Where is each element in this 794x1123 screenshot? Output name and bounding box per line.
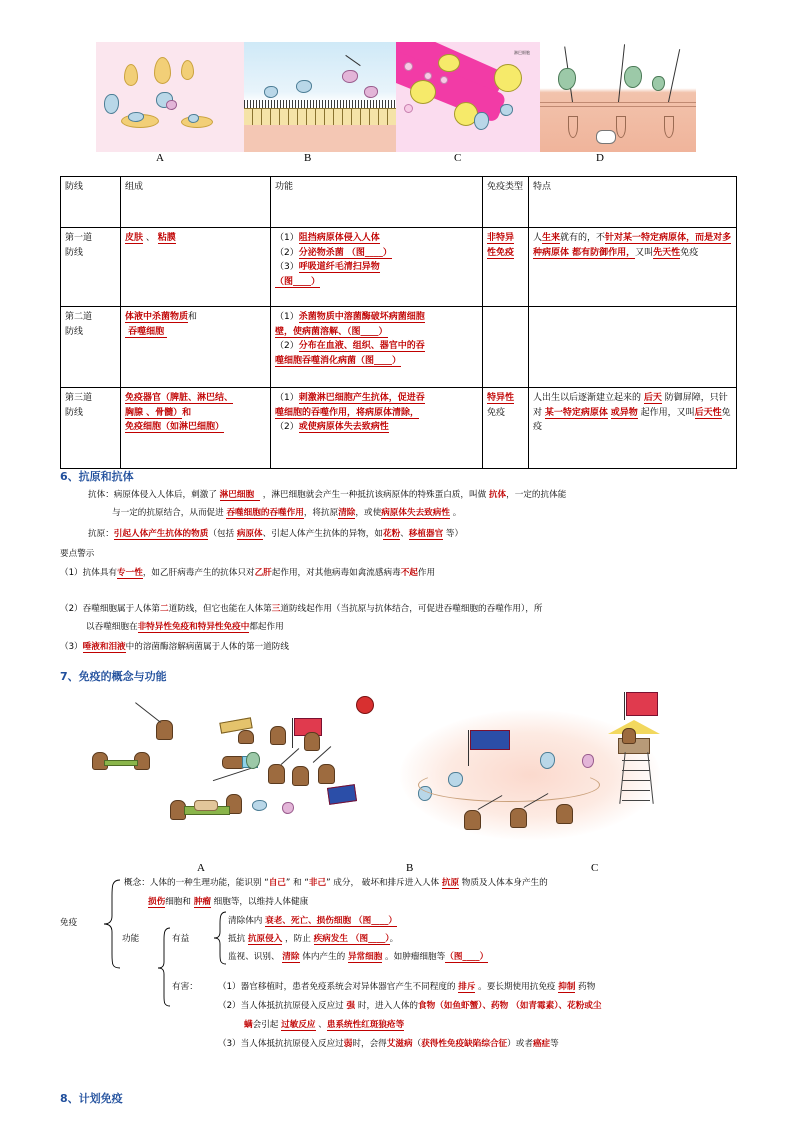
concept-line-1: 概念：人体的一种生理功能，能识别 “自己” 和 “非己” 成分， 破坏和排斥进入人体 抗原 物质及人体本身产生的 [124,878,548,888]
table-row-first-line [61,228,737,307]
section-7-heading: 7、免疫的概念与功能 [60,670,167,683]
antibody-label: 抗体： [88,490,114,500]
figure-label-d: D [596,152,604,164]
illus2-label-b: B [406,862,414,874]
defense-lines-table [60,176,737,469]
cell-composition-3: 免疫器官（脾脏、淋巴结、 胸腺 、骨髓）和 免疫细胞（如淋巴细胞） [121,388,271,469]
figure-label-c: C [454,152,462,164]
tip-3: （3）唾液和泪液中的溶菌酶溶解病菌属于人体的第一道防线 [60,642,289,652]
table-row-third-line [61,388,737,469]
tip-1: （1）抗体具有专一性，如乙肝病毒产生的抗体只对乙肝起作用，对其他病毒如禽流感病毒不起作用 [60,568,436,578]
figure-label-b: B [304,152,312,164]
cell-function-3: （1）刺激淋巴细胞产生抗体，促进吞 噬细胞的吞噬作用，将病原体清除， （2）或使病原体失去致病性 [271,388,483,469]
panel-c-note: 淋巴细胞 [514,50,530,55]
benefit-item-2: 抵抗 抗原侵入 ，防止 疾病发生 （图____）。 [228,934,399,944]
cell-line-3: 第三道 防线 [61,388,121,469]
antigen-definition: 抗原：引起人体产生抗体的物质（包括 病原体、引起人体产生抗体的异物，如花粉、移植器官 等） [88,529,464,539]
benefit-label: 有益 [172,934,190,944]
harm-label: 有害： [172,982,198,992]
immunity-concept-tree [60,876,750,1106]
concept-label: 概念： [124,878,150,888]
cell-feature-2 [529,307,737,388]
table-header-row [61,177,737,228]
concept-line-2: 损伤细胞和 肿瘤 细胞等，以维持人体健康 [148,897,309,907]
table-row-second-line [61,307,737,388]
kw-skin: 皮肤 [125,233,144,243]
kw-mucosa: 粘膜 [157,233,176,243]
section-6-heading: 6、抗原和抗体 [60,470,134,483]
illustration-panel-a [96,42,244,152]
cell-line-2: 第二道 防线 [61,307,121,388]
illus2-label-c: C [591,862,599,874]
benefit-item-1: 清除体内 衰老、死亡、损伤细胞 （图____） [228,916,398,926]
benefit-item-3: 监视、识别、 清除 体内产生的 异常细胞 。如肿瘤细胞等（图____） [228,952,489,962]
figure-label-a: A [156,152,164,164]
cell-feature-3: 人出生以后逐渐建立起来的 后天 防御屏障，只针对 某一特定病原体 或异物 起作用，又叫后天性免疫 [529,388,737,469]
antigen-label: 抗原： [88,529,114,539]
cell-composition-1: 皮肤 、 粘膜 [121,228,271,307]
top-figure-labels [96,152,696,168]
header-composition: 组成 [121,177,271,228]
illustration-panel-c [396,42,540,152]
tip-2: （2）吞噬细胞属于人体第二道防线，但它也能在人体第三道防线起作用（当抗原与抗体结合，可促进吞噬细胞的吞噬作用），所 [60,604,543,614]
function-label: 功能 [122,934,140,944]
cell-immune-type-2 [483,307,529,388]
immunity-battle-illustration [70,690,730,870]
harm-item-1: （1）器官移植时，患者免疫系统会对异体器官产生不同程度的 排斥 。要长期使用抗免疫 抑制 药物 [218,982,596,992]
cell-immune-type-3: 特异性 免疫 [483,388,529,469]
cell-function-1: （1）阻挡病原体侵入人体 （2）分泌物杀菌 （图____） （3）呼吸道纤毛清扫异物 （图____） [271,228,483,307]
antibody-definition: 抗体：病原体侵入人体后，刺激了 淋巴细胞 ，淋巴细胞就会产生一种抵抗该病原体的特殊蛋白质，叫做 抗体，一定的抗体能 [88,490,567,500]
defense-lines-illustration [96,42,696,152]
illustration-panel-b [244,42,396,152]
tree-root-label: 免疫 [60,918,78,928]
section-8-heading: 8、计划免疫 [60,1092,123,1105]
header-immune-type: 免疫类型 [483,177,529,228]
header-feature: 特点 [529,177,737,228]
illus2-label-a: A [197,862,205,874]
harm-item-3: （3）当人体抵抗抗原侵入反应过弱时，会得艾滋病（获得性免疫缺陷综合征）或者癌症等 [218,1039,559,1049]
cell-immune-type-1: 非特异 性免疫 [483,228,529,307]
header-line: 防线 [61,177,121,228]
cell-line-1: 第一道 防线 [61,228,121,307]
cell-composition-2: 体液中杀菌物质和 吞噬细胞 [121,307,271,388]
tip-2-cont: 以吞噬细胞在非特异性免疫和特异性免疫中都起作用 [86,622,284,632]
tips-title: 要点警示 [60,549,95,559]
harm-item-2-cont: 螨会引起 过敏反应 、患系统性红斑狼疮等 [244,1020,405,1030]
illustration-panel-d [540,42,696,152]
header-function: 功能 [271,177,483,228]
cell-function-2: （1）杀菌物质中溶菌酶破坏病菌细胞 壁，使病菌溶解、（图____） （2）分布在血液、组织、器官中的吞 噬细胞吞噬消化病菌（图____） [271,307,483,388]
cell-feature-1: 人生来就有的，不针对某一特定病原体，而是对多种病原体 都有防御作用，又叫先天性免疫 [529,228,737,307]
harm-item-2: （2）当人体抵抗抗原侵入反应过 强 时，进入人体的食物（如鱼虾蟹）、药物 （如青霉素）、花粉或尘 [218,1001,602,1011]
antibody-definition-line2: 与一定的抗原结合，从而促进 吞噬细胞的吞噬作用，将抗原清除，或使病原体失去致病性 。 [112,508,462,518]
